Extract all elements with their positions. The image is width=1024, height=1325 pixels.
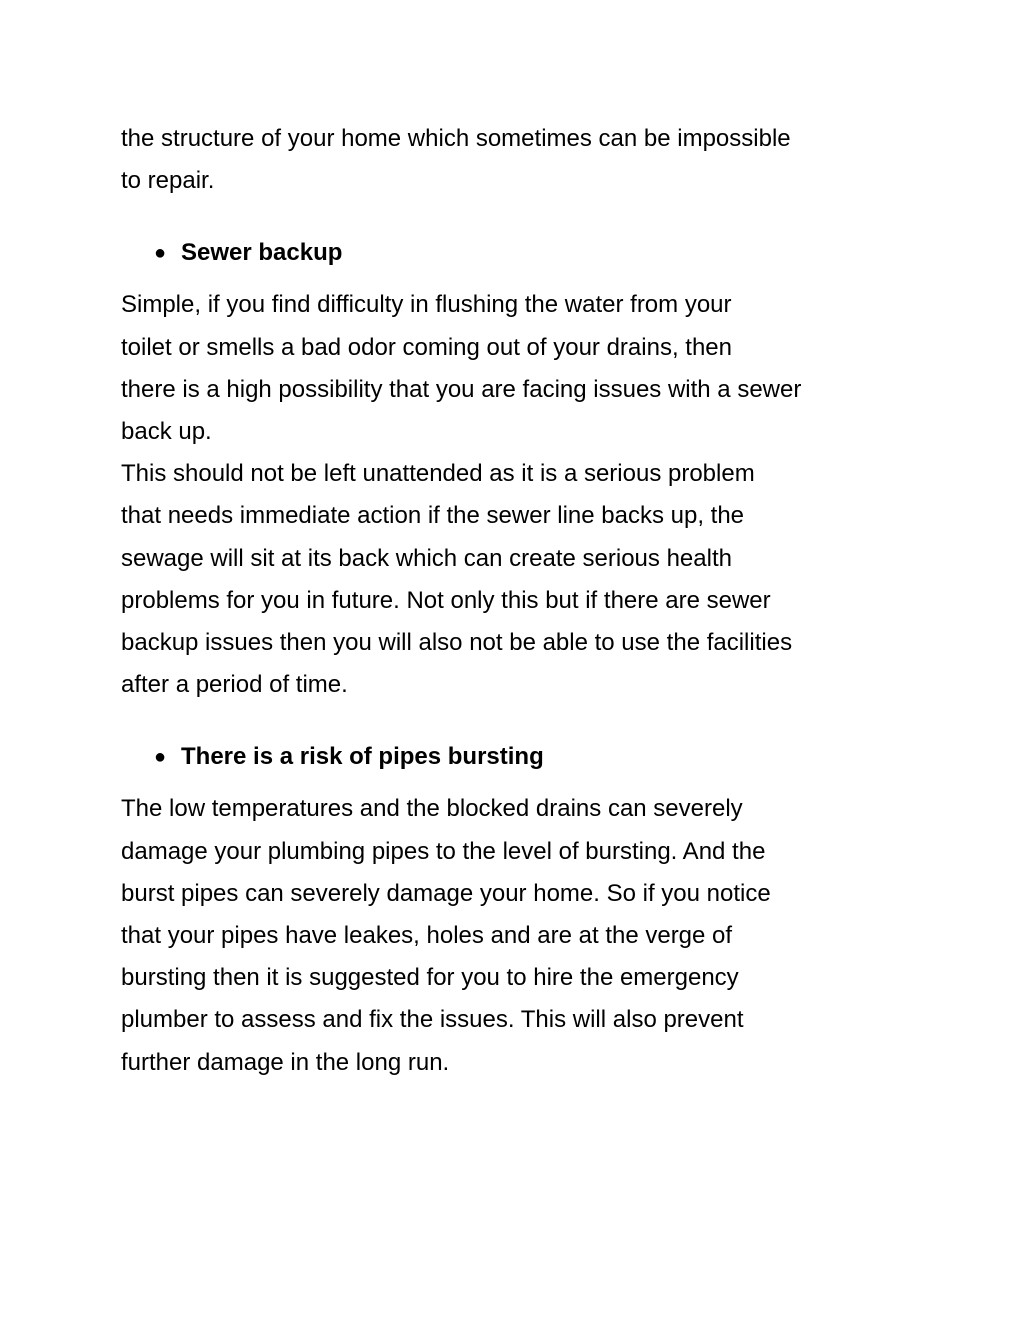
text-line: to repair. xyxy=(121,167,215,195)
text-line: backup issues then you will also not be able to use the facilities xyxy=(121,629,793,657)
text-line: the structure of your home which sometimes can be impossible xyxy=(121,125,791,152)
section-heading-sewer-backup xyxy=(154,232,911,274)
sewer-paragraph-1 xyxy=(121,284,911,453)
heading-text: Sewer backup xyxy=(181,239,343,267)
text-line: This should not be left unattended as it is a serious problem xyxy=(121,460,755,488)
text-line: back up. xyxy=(121,418,212,446)
pipes-paragraph xyxy=(121,788,911,1083)
text-line: sewage will sit at its back which can create serious health xyxy=(121,544,732,572)
bullet-icon: ● xyxy=(154,242,167,265)
text-line: that your pipes have leakes, holes and are at the verge of xyxy=(121,922,733,950)
text-line: burst pipes can severely damage your home. So if you notice xyxy=(121,879,771,907)
text-line: damage your plumbing pipes to the level of bursting. And the xyxy=(121,837,766,865)
text-line: problems for you in future. Not only this but if there are sewer xyxy=(121,586,771,614)
text-line: plumber to assess and fix the issues. This will also prevent xyxy=(121,1006,744,1034)
text-line: bursting then it is suggested for you to hire the emergency xyxy=(121,964,739,992)
text-line: further damage in the long run. xyxy=(121,1048,450,1076)
intro-paragraph xyxy=(121,118,911,202)
sewer-paragraph-2 xyxy=(121,453,911,706)
text-line: that needs immediate action if the sewer line backs up, the xyxy=(121,502,745,530)
text-line: there is a high possibility that you are facing issues with a sewer xyxy=(121,375,802,403)
bullet-icon: ● xyxy=(154,746,167,769)
text-line: Simple, if you find difficulty in flushing the water from your xyxy=(121,291,732,319)
text-line: The low temperatures and the blocked drains can severely xyxy=(121,795,743,823)
heading-text: There is a risk of pipes bursting xyxy=(181,743,544,771)
text-line: toilet or smells a bad odor coming out of your drains, then xyxy=(121,333,732,361)
text-line: after a period of time. xyxy=(121,671,348,699)
document-body xyxy=(121,118,911,1084)
section-heading-pipes-bursting xyxy=(154,736,911,778)
